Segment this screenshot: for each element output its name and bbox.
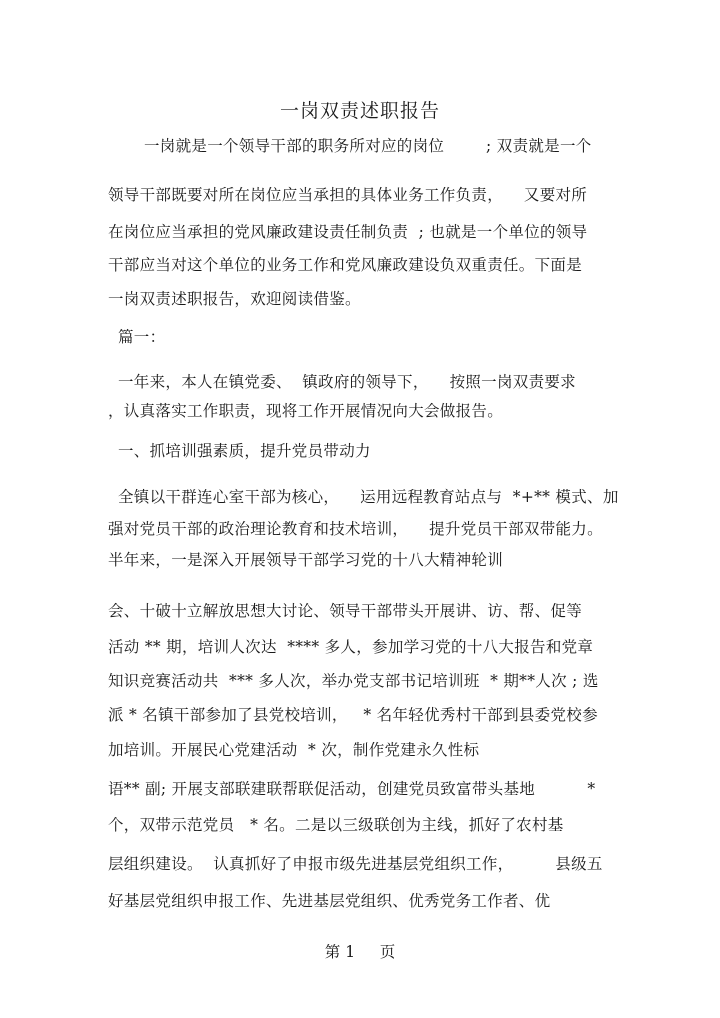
- body-line-9: 派 * 名镇干部参加了县党校培训， * 名年轻优秀村干部到县委党校参: [108, 706, 598, 724]
- body-line-6: 会、十破十立解放思想大讨论、领导干部带头开展讲、访、帮、促等: [108, 602, 583, 620]
- intro-line-2: 领导干部既要对所在岗位应当承担的具体业务工作负责， 又要对所: [108, 186, 588, 204]
- page-number: 第 1 页: [324, 943, 396, 961]
- intro-line-5: 一岗双责述职报告，欢迎阅读借鉴。: [108, 290, 361, 308]
- body-line-1: 一年来，本人在镇党委、 镇政府的领导下， 按照一岗双责要求: [118, 373, 576, 391]
- body-line-10: 加培训。开展民心党建活动 * 次，制作党建永久性标: [108, 741, 480, 759]
- section-label: 篇一：: [118, 328, 166, 346]
- body-line-14: 好基层党组织申报工作、先进基层党组织、优秀党务工作者、优: [108, 892, 551, 910]
- body-line-5: 半年来，一是深入开展领导干部学习党的十八大精神轮训: [108, 551, 504, 569]
- intro-line-3: 在岗位应当承担的党风廉政建设责任制负责 ; 也就是一个单位的领导: [108, 223, 588, 241]
- document-title: 一岗双责述职报告: [279, 100, 440, 122]
- body-line-13: 层组织建设。 认真抓好了申报市级先进基层党组织工作， 县级五: [108, 855, 603, 873]
- intro-line-4: 干部应当对这个单位的业务工作和党风廉政建设负双重责任。下面是: [108, 256, 583, 274]
- body-line-8: 知识竞赛活动共 *** 多人次，举办党支部书记培训班 * 期**人次 ; 选: [108, 672, 599, 690]
- intro-line-1: 一岗就是一个领导干部的职务所对应的岗位 ; 双责就是一个: [144, 137, 592, 155]
- heading-one: 一、抓培训强素质，提升党员带动力: [118, 442, 371, 460]
- body-line-3: 全镇以干群连心室干部为核心， 运用远程教育站点与 *+** 模式、加: [118, 488, 619, 506]
- body-line-12: 个，双带示范党员 * 名。二是以三级联创为主线，抓好了农村基: [108, 816, 564, 834]
- body-line-7: 活动 ** 期，培训人次达 **** 多人，参加学习党的十八大报告和党章: [108, 638, 594, 656]
- body-line-4: 强对党员干部的政治理论教育和技术培训， 提升党员干部双带能力。: [108, 520, 603, 538]
- body-line-2: ，认真落实工作职责，现将工作开展情况向大会做报告。: [108, 402, 504, 420]
- body-line-11: 语** 副; 开展支部联建联帮联促活动，创建党员致富带头基地 *: [108, 780, 596, 798]
